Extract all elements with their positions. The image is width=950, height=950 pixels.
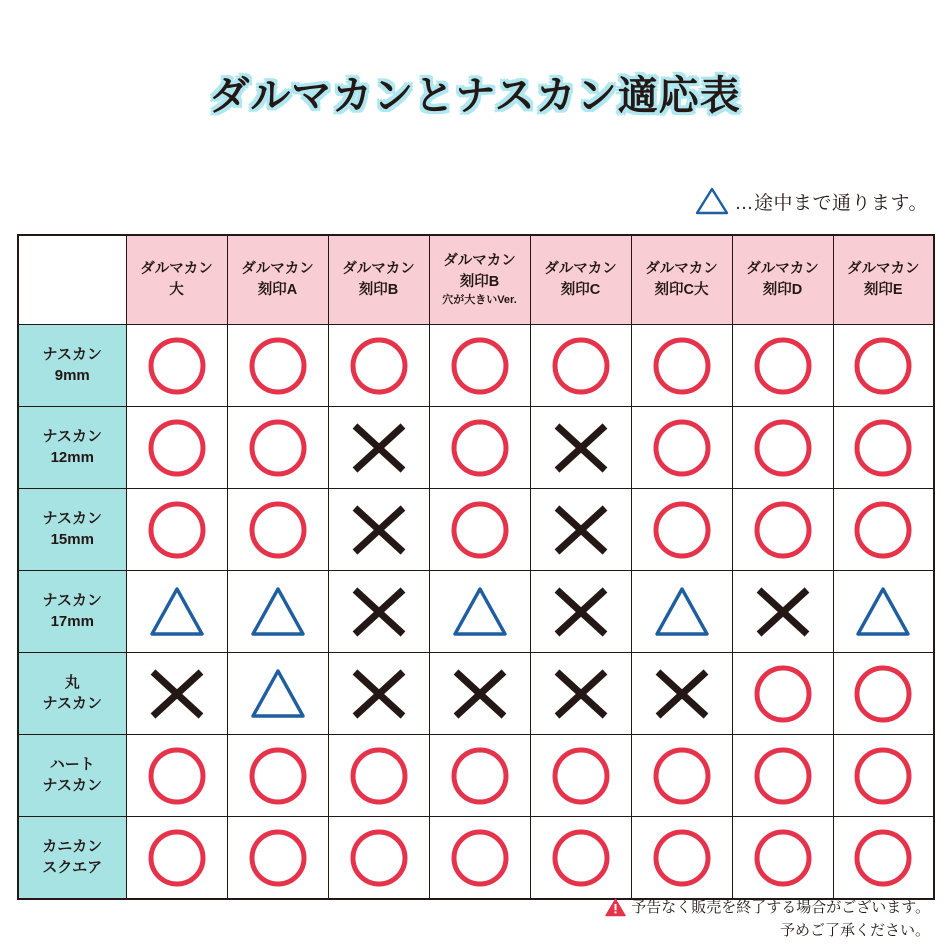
cell-r5-c7 <box>833 735 934 817</box>
column-header-1-sub: 刻印A <box>257 281 298 298</box>
column-header-7 <box>833 235 934 325</box>
column-header-0-main: ダルマカン <box>140 260 213 277</box>
cell-r0-c4 <box>530 325 631 407</box>
circle-icon <box>852 685 914 702</box>
circle-icon <box>146 849 208 866</box>
triangle-icon <box>247 603 309 620</box>
triangle-icon <box>146 603 208 620</box>
circle-icon <box>247 357 309 374</box>
row-header-1-line1: ナスカン <box>42 428 102 446</box>
footnote <box>605 896 930 943</box>
cell-r3-c6 <box>732 571 833 653</box>
circle-icon <box>752 767 814 784</box>
cell-r3-c3 <box>429 571 530 653</box>
table-row <box>18 653 934 735</box>
column-header-7-sub: 刻印E <box>863 281 903 298</box>
cell-r2-c0 <box>126 489 227 571</box>
column-header-1 <box>227 235 328 325</box>
circle-icon <box>852 357 914 374</box>
triangle-icon <box>247 685 309 702</box>
circle-icon <box>348 357 410 374</box>
column-header-0-sub: 大 <box>169 281 184 298</box>
row-header-3-line2: 17mm <box>50 612 94 630</box>
circle-icon <box>651 439 713 456</box>
row-header-2-line1: ナスカン <box>42 510 102 528</box>
cell-r0-c2 <box>328 325 429 407</box>
column-header-0 <box>126 235 227 325</box>
cell-r5-c6 <box>732 735 833 817</box>
cell-r0-c0 <box>126 325 227 407</box>
cell-r3-c0 <box>126 571 227 653</box>
cell-r0-c5 <box>631 325 732 407</box>
row-header-3-line1: ナスカン <box>42 592 102 610</box>
circle-icon <box>247 439 309 456</box>
circle-icon <box>852 849 914 866</box>
cross-icon <box>348 521 410 538</box>
cell-r1-c6 <box>732 407 833 489</box>
compatibility-table <box>17 234 935 900</box>
cell-r0-c6 <box>732 325 833 407</box>
row-header-4-line1: 丸 <box>64 674 80 692</box>
circle-icon <box>449 849 511 866</box>
circle-icon <box>146 767 208 784</box>
circle-icon <box>752 685 814 702</box>
row-header-4-line2: ナスカン <box>42 694 102 712</box>
cell-r3-c7 <box>833 571 934 653</box>
column-header-6-main: ダルマカン <box>746 260 819 277</box>
circle-icon <box>752 439 814 456</box>
cell-r2-c3 <box>429 489 530 571</box>
cross-icon <box>449 685 511 702</box>
row-header-6 <box>18 817 126 900</box>
cell-r6-c7 <box>833 817 934 900</box>
cell-r5-c0 <box>126 735 227 817</box>
triangle-icon <box>449 603 511 620</box>
cell-r6-c6 <box>732 817 833 900</box>
cell-r5-c2 <box>328 735 429 817</box>
page-title: ダルマカンとナスカン適応表 <box>209 74 741 118</box>
row-header-3 <box>18 571 126 653</box>
row-header-0-line1: ナスカン <box>42 346 102 364</box>
row-header-1-line2: 12mm <box>50 448 94 466</box>
table-corner-cell <box>18 235 126 325</box>
column-header-4 <box>530 235 631 325</box>
cell-r4-c3 <box>429 653 530 735</box>
column-header-2-main: ダルマカン <box>342 260 415 277</box>
cell-r6-c4 <box>530 817 631 900</box>
circle-icon <box>247 521 309 538</box>
cell-r3-c2 <box>328 571 429 653</box>
cross-icon <box>752 603 814 620</box>
cell-r1-c3 <box>429 407 530 489</box>
cell-r6-c2 <box>328 817 429 900</box>
cross-icon <box>651 685 713 702</box>
cell-r4-c4 <box>530 653 631 735</box>
circle-icon <box>852 439 914 456</box>
footnote-text-1: 予告なく販売を終了する場合がございます。 <box>631 898 930 916</box>
column-header-2 <box>328 235 429 325</box>
row-header-4 <box>18 653 126 735</box>
cell-r0-c1 <box>227 325 328 407</box>
cell-r1-c2 <box>328 407 429 489</box>
circle-icon <box>449 357 511 374</box>
circle-icon <box>449 521 511 538</box>
cross-icon <box>550 685 612 702</box>
column-header-5 <box>631 235 732 325</box>
circle-icon <box>247 767 309 784</box>
circle-icon <box>752 521 814 538</box>
circle-icon <box>550 767 612 784</box>
cell-r0-c7 <box>833 325 934 407</box>
cell-r4-c6 <box>732 653 833 735</box>
cell-r5-c1 <box>227 735 328 817</box>
cell-r4-c1 <box>227 653 328 735</box>
legend <box>695 186 928 216</box>
cell-r4-c7 <box>833 653 934 735</box>
column-header-4-sub: 刻印C <box>560 281 601 298</box>
cell-r2-c6 <box>732 489 833 571</box>
circle-icon <box>449 439 511 456</box>
cross-icon <box>550 439 612 456</box>
circle-icon <box>146 357 208 374</box>
cell-r1-c1 <box>227 407 328 489</box>
column-header-1-main: ダルマカン <box>241 260 314 277</box>
warning-icon <box>605 898 626 917</box>
footnote-line-2: 予めご了承ください。 <box>779 921 930 939</box>
cross-icon <box>550 521 612 538</box>
cell-r1-c4 <box>530 407 631 489</box>
column-header-3-sub: 刻印B <box>459 273 500 290</box>
column-header-2-sub: 刻印B <box>358 281 399 298</box>
circle-icon <box>651 849 713 866</box>
circle-icon <box>651 357 713 374</box>
column-header-3-note: 穴が大きいVer. <box>442 294 517 307</box>
cell-r2-c7 <box>833 489 934 571</box>
row-header-5-line2: ナスカン <box>42 776 102 794</box>
footnote-line-1 <box>605 896 930 919</box>
row-header-2-line2: 15mm <box>50 530 94 548</box>
table-row <box>18 489 934 571</box>
cell-r1-c5 <box>631 407 732 489</box>
circle-icon <box>651 767 713 784</box>
cell-r0-c3 <box>429 325 530 407</box>
cross-icon <box>550 603 612 620</box>
column-header-7-main: ダルマカン <box>847 260 920 277</box>
row-header-0-line2: 9mm <box>54 366 90 384</box>
column-header-3 <box>429 235 530 325</box>
cell-r4-c2 <box>328 653 429 735</box>
circle-icon <box>852 767 914 784</box>
column-header-4-main: ダルマカン <box>544 260 617 277</box>
cell-r3-c1 <box>227 571 328 653</box>
cross-icon <box>348 439 410 456</box>
row-header-1 <box>18 407 126 489</box>
column-header-5-sub: 刻印C大 <box>654 281 709 298</box>
triangle-icon <box>651 603 713 620</box>
page-title-wrap <box>0 62 950 123</box>
table-row <box>18 407 934 489</box>
cell-r3-c5 <box>631 571 732 653</box>
column-header-6-sub: 刻印D <box>762 281 803 298</box>
cell-r4-c0 <box>126 653 227 735</box>
table-row <box>18 735 934 817</box>
circle-icon <box>348 849 410 866</box>
circle-icon <box>348 767 410 784</box>
row-header-5-line1: ハート <box>49 756 95 774</box>
circle-icon <box>852 521 914 538</box>
cell-r3-c4 <box>530 571 631 653</box>
circle-icon <box>550 849 612 866</box>
row-header-2 <box>18 489 126 571</box>
cell-r6-c3 <box>429 817 530 900</box>
cell-r6-c5 <box>631 817 732 900</box>
cell-r4-c5 <box>631 653 732 735</box>
circle-icon <box>247 849 309 866</box>
cell-r2-c5 <box>631 489 732 571</box>
row-header-6-line1: カニカン <box>42 838 103 856</box>
table-body <box>18 325 934 900</box>
circle-icon <box>146 439 208 456</box>
table-header-row <box>18 235 934 325</box>
cell-r2-c4 <box>530 489 631 571</box>
circle-icon <box>550 357 612 374</box>
circle-icon <box>449 767 511 784</box>
cell-r6-c0 <box>126 817 227 900</box>
row-header-0 <box>18 325 126 407</box>
cross-icon <box>146 685 208 702</box>
table-row <box>18 571 934 653</box>
circle-icon <box>651 521 713 538</box>
cell-r1-c0 <box>126 407 227 489</box>
table-row <box>18 817 934 900</box>
column-header-3-main: ダルマカン <box>443 253 516 270</box>
circle-icon <box>146 521 208 538</box>
cell-r1-c7 <box>833 407 934 489</box>
cell-r5-c5 <box>631 735 732 817</box>
table-header <box>18 235 934 325</box>
cell-r5-c4 <box>530 735 631 817</box>
triangle-icon <box>852 603 914 620</box>
cross-icon <box>348 603 410 620</box>
cell-r2-c1 <box>227 489 328 571</box>
row-header-6-line2: スクエア <box>42 858 103 876</box>
cross-icon <box>348 685 410 702</box>
row-header-5 <box>18 735 126 817</box>
circle-icon <box>752 849 814 866</box>
column-header-5-main: ダルマカン <box>645 260 718 277</box>
circle-icon <box>752 357 814 374</box>
table-row <box>18 325 934 407</box>
compatibility-table-wrap <box>17 234 933 900</box>
triangle-icon <box>695 186 729 216</box>
cell-r6-c1 <box>227 817 328 900</box>
legend-label: …途中まで通ります。 <box>734 192 928 214</box>
cell-r2-c2 <box>328 489 429 571</box>
column-header-6 <box>732 235 833 325</box>
cell-r5-c3 <box>429 735 530 817</box>
